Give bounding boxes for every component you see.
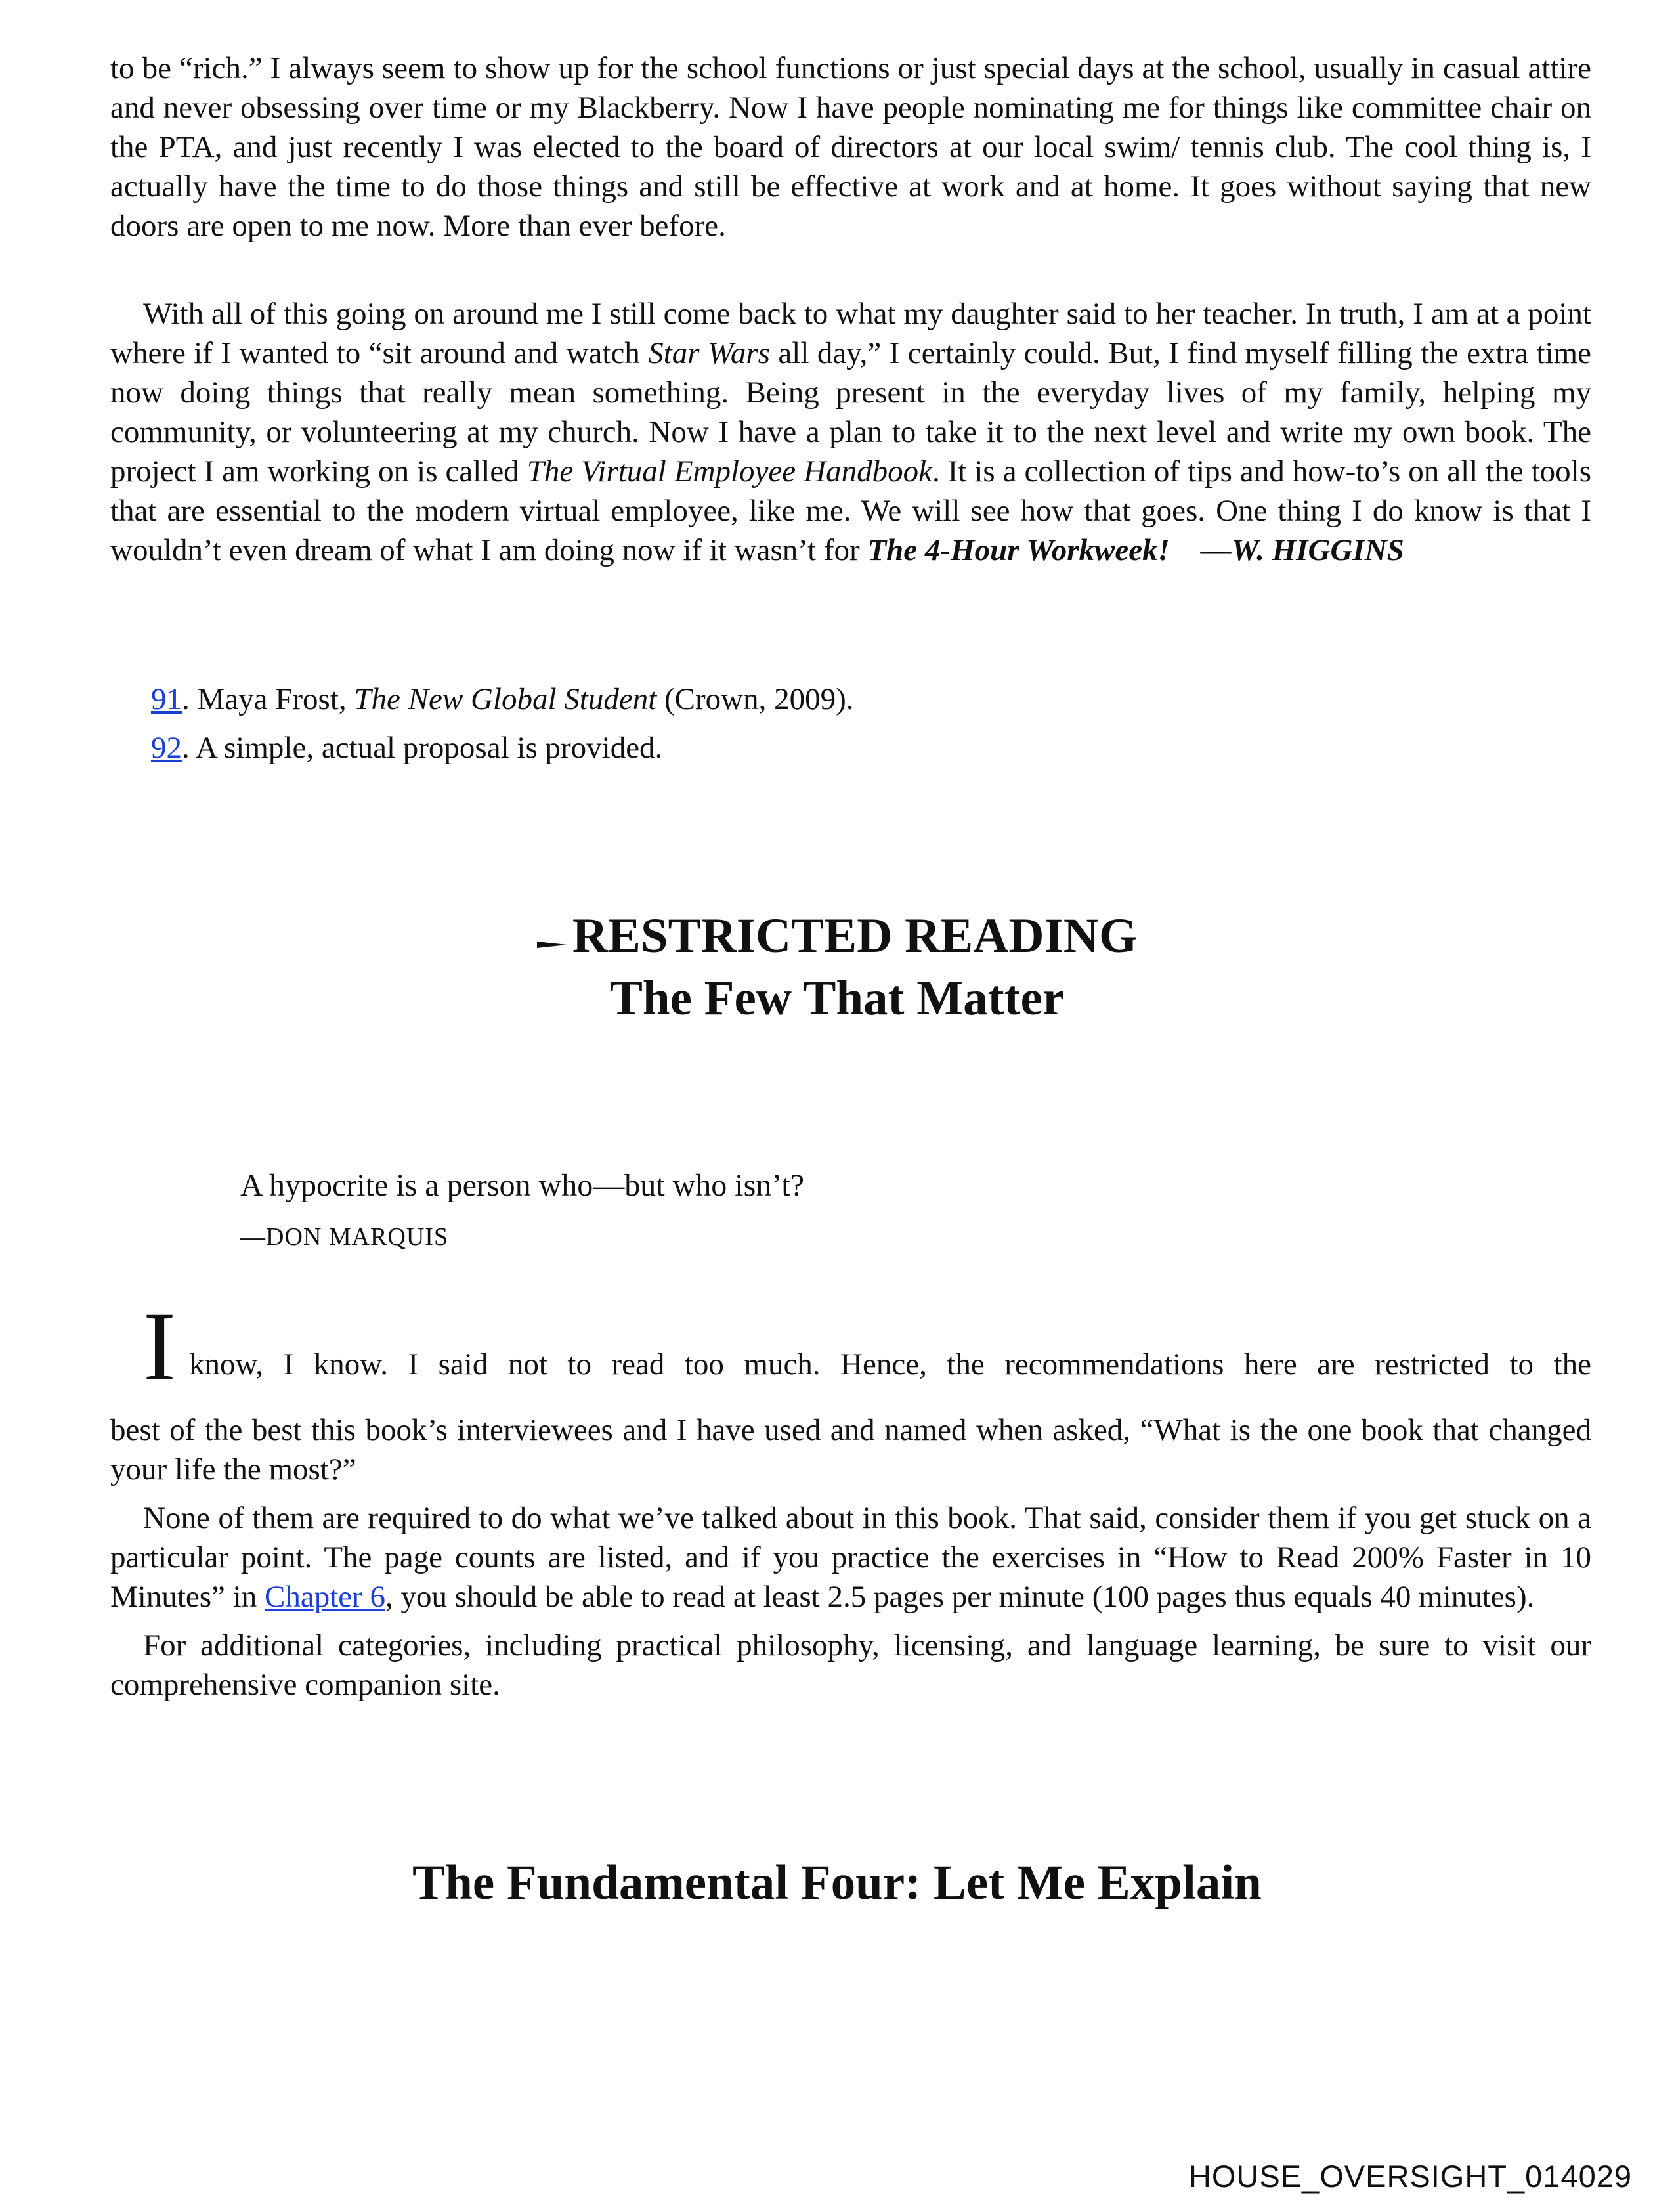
footnote-text: . Maya Frost,: [182, 682, 354, 716]
footnote-item: [151, 675, 854, 724]
section-title: [0, 905, 1674, 1030]
dropcap-letter: I: [143, 1292, 176, 1401]
testimonial-text: all day,” I certainly could. But, I find myself filling the extra time now doing things that really mean something. Being present in the everyday lives of my family, helping my community, or volunteering at my church. Now I have a plan to take it to the next level and write my own book. The project I am working on is called: [110, 336, 1591, 488]
body-text: None of them are required to do what we’ve talked about in this book. That said, consider them if you get stuck on a particular point. The page counts are listed, and if you practice the exercises in “How to Read 200% Faster in 10 Minutes” in: [110, 1501, 1591, 1614]
footnotes: [151, 675, 854, 772]
subheading: The Fundamental Four: Let Me Explain: [412, 1855, 1262, 1910]
footnote-book-title: The New Global Student: [354, 682, 657, 716]
testimonial-paragraph-2: [110, 294, 1591, 570]
footnote-text: . A simple, actual proposal is provided.: [182, 731, 663, 765]
testimonial-section: [110, 49, 1591, 246]
first-line-text: know, I know. I said not to read too much. Hence, the recommendations here are restricted to the: [189, 1347, 1591, 1381]
testimonial-signature: —W. HIGGINS: [1200, 533, 1404, 567]
testimonial-text: . It is a collection of tips and how-to’s on all the tools that are essential to the modern virtual employee, like me. We will see how that goes. One thing I do know is that I wouldn’t even dream of what I am doing now if it wasn’t for: [110, 454, 1591, 567]
footnote-link[interactable]: 91: [151, 682, 182, 716]
footnote-text: (Crown, 2009).: [656, 682, 854, 716]
book-title: The Virtual Employee Handbook: [526, 454, 932, 488]
section-title-line-1: [0, 905, 1674, 967]
section-heading: RESTRICTED READING: [572, 909, 1138, 963]
workweek-title: The 4-Hour Workweek!: [867, 533, 1170, 567]
dropcap-line: [110, 1292, 1591, 1401]
document-id-watermark: HOUSE_OVERSIGHT_014029: [1188, 2159, 1632, 2194]
body-paragraph-2: [110, 1498, 1591, 1616]
body-paragraph-1-continued: best of the best this book’s interviewees and I have used and named when asked, “What is the one book that changed your life the most?”: [110, 1413, 1591, 1486]
testimonial-paragraph-1: to be “rich.” I always seem to show up for the school functions or just special days at the school, usually in casual attire and never obsessing over time or my Blackberry. Now I have people nominating me for things like committee chair on the PTA, and just recently I was elected to the board of directors at our local swim/ tennis club. The cool thing is, I actually have the time to do those things and still be effective at work and at home. It goes without saying that new doors are open to me now. More than ever before.: [110, 51, 1591, 243]
body-text: , you should be able to read at least 2.5 pages per minute (100 pages thus equals 40 minutes).: [385, 1580, 1535, 1614]
testimonial-text: With all of this going on around me I still come back to what my daughter said to her teacher. In truth, I am at a point where if I wanted to “sit around and watch: [110, 297, 1591, 370]
footnote-item: [151, 724, 854, 772]
arrow-bullet-icon: [537, 939, 567, 951]
section-subheading: The Few That Matter: [609, 971, 1065, 1026]
epigraph-quote: A hypocrite is a person who—but who isn’t?: [240, 1168, 805, 1203]
movie-title: Star Wars: [648, 336, 770, 370]
body-paragraphs: [110, 1410, 1591, 1704]
opening-paragraph: [110, 1292, 1591, 1401]
chapter-link[interactable]: Chapter 6: [264, 1580, 386, 1614]
epigraph-attribution: —DON MARQUIS: [240, 1223, 449, 1251]
body-paragraph-3: For additional categories, including practical philosophy, licensing, and language learning, be sure to visit our comprehensive companion site.: [110, 1628, 1591, 1702]
testimonial-section-2: [110, 294, 1591, 570]
footnote-link[interactable]: 92: [151, 731, 182, 765]
